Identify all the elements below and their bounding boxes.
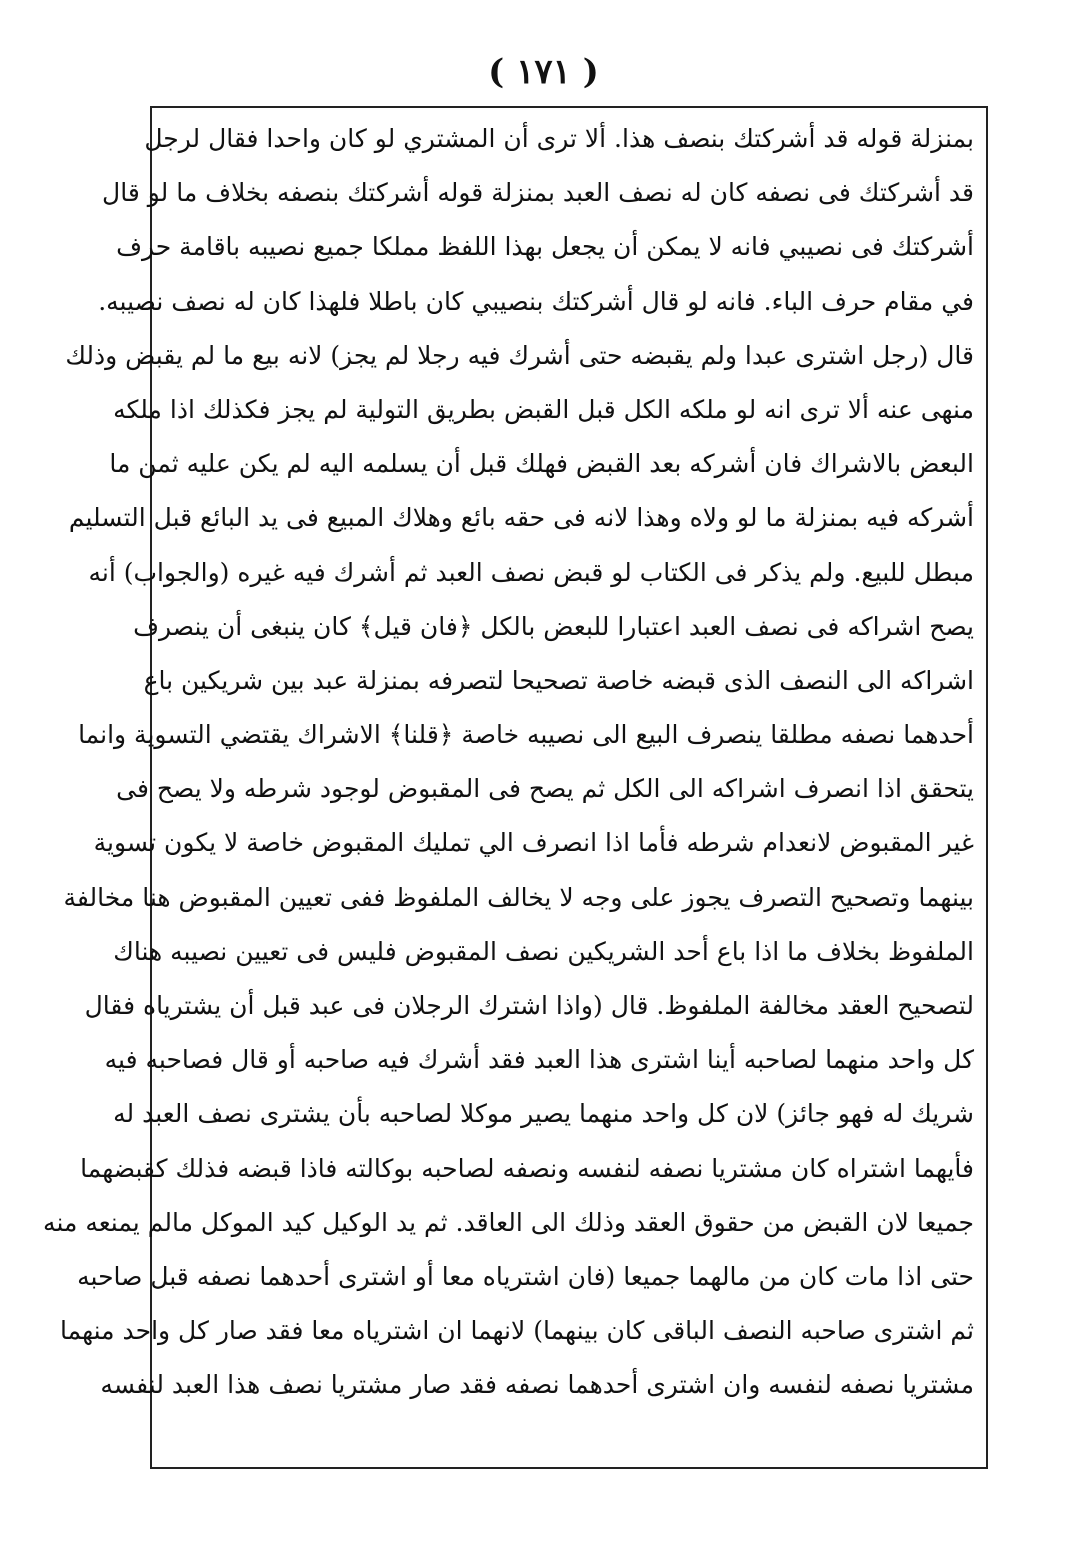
- text-line: حتى اذا مات كان من مالهما جميعا (فان اشترياه معا أو اشترى أحدهما نصفه قبل صاحبه: [77, 1261, 974, 1291]
- text-line: البعض بالاشراك فان أشركه بعد القبض فهلك قبل أن يسلمه اليه لم يكن عليه ثمن ما: [109, 449, 974, 479]
- body-text: [43, 112, 974, 1413]
- text-line: أشركتك فى نصيبي فانه لا يمكن أن يجعل بهذا اللفظ مملكا جميع نصيبه باقامة حرف: [116, 232, 974, 262]
- text-line: غير المقبوض لانعدام شرطه فأما اذا انصرف الي تمليك المقبوض خاصة لا يكون تسوية: [93, 828, 974, 858]
- text-line: أحدهما نصفه مطلقا ينصرف البيع الى نصيبه خاصة ﴿قلنا﴾ الاشراك يقتضي التسوية وانما: [78, 720, 974, 750]
- text-line: اشراكه الى النصف الذى قبضه خاصة تصحيحا لتصرفه بمنزلة عبد بين شريكين باع: [143, 665, 974, 695]
- text-line: في مقام حرف الباء. فانه لو قال أشركتك بنصيبي كان باطلا فلهذا كان له نصف نصيبه.: [98, 286, 974, 316]
- text-line: يتحقق اذا انصرف اشراكه الى الكل ثم يصح فى المقبوض لوجود شرطه ولا يصح فى: [116, 774, 974, 804]
- text-line: لتصحيح العقد مخالفة الملفوظ. قال (واذا اشترك الرجلان فى عبد قبل أن يشترياه فقال: [84, 991, 974, 1020]
- text-line: قال (رجل اشترى عبدا ولم يقبضه حتى أشرك فيه رجلا لم يجز) لانه بيع ما لم يقبض وذلك: [65, 340, 974, 370]
- text-line: شريك له فهو جائز) لان كل واحد منهما يصير موكلا لصاحبه بأن يشترى نصف العبد له: [113, 1099, 974, 1129]
- text-line: فأيهما اشتراه كان مشتريا نصفه لنفسه ونصفه لصاحبه بوكالته فاذا قبضه فذلك كقبضهما: [80, 1153, 974, 1183]
- text-line: ثم اشترى صاحبه النصف الباقى كان بينهما) لانهما ان اشترياه معا فقد صار كل واحد منهما: [60, 1316, 974, 1346]
- text-line: بمنزلة قوله قد أشركتك بنصف هذا. ألا ترى أن المشتري لو كان واحدا فقال لرجل: [144, 124, 974, 153]
- text-line: جميعا لان القبض من حقوق العقد وذلك الى العاقد. ثم يد الوكيل كيد الموكل مالم يمنعه منه: [43, 1207, 974, 1237]
- text-line: مبطل للبيع. ولم يذكر فى الكتاب لو قبض نصف العبد ثم أشرك فيه غيره (والجواب) أنه: [88, 557, 974, 587]
- text-line: منهى عنه ألا ترى انه لو ملكه الكل قبل القبض بطريق التولية لم يجز فكذلك اذا ملكه: [113, 394, 974, 424]
- text-line: بينهما وتصحيح التصرف يجوز على وجه لا يخالف الملفوظ ففى تعيين المقبوض هنا مخالفة: [63, 882, 974, 912]
- text-line: كل واحد منهما لصاحبه أينا اشترى هذا العبد فقد أشرك فيه صاحبه أو قال فصاحبه فيه: [104, 1045, 974, 1075]
- text-line: الملفوظ بخلاف ما اذا باع أحد الشريكين نصف المقبوض فليس فى تعيين نصيبه هناك: [113, 936, 974, 966]
- text-line: أشركه فيه بمنزلة ما لو ولاه وهذا لانه فى حقه بائع وهلاك المبيع فى يد البائع قبل التسليم: [68, 503, 974, 533]
- text-line: مشتريا نصفه لنفسه وان اشترى أحدهما نصفه فقد صار مشتريا نصف هذا العبد لنفسه: [100, 1370, 974, 1400]
- text-line: يصح اشراكه فى نصف العبد اعتبارا للبعض بالكل ﴿فان قيل﴾ كان ينبغى أن ينصرف: [133, 611, 974, 641]
- page-number: ( ١٧١ ): [488, 52, 599, 92]
- text-line: قد أشركتك فى نصفه كان له نصف العبد بمنزلة قوله أشركتك بنصفه بخلاف ما لو قال: [102, 178, 974, 208]
